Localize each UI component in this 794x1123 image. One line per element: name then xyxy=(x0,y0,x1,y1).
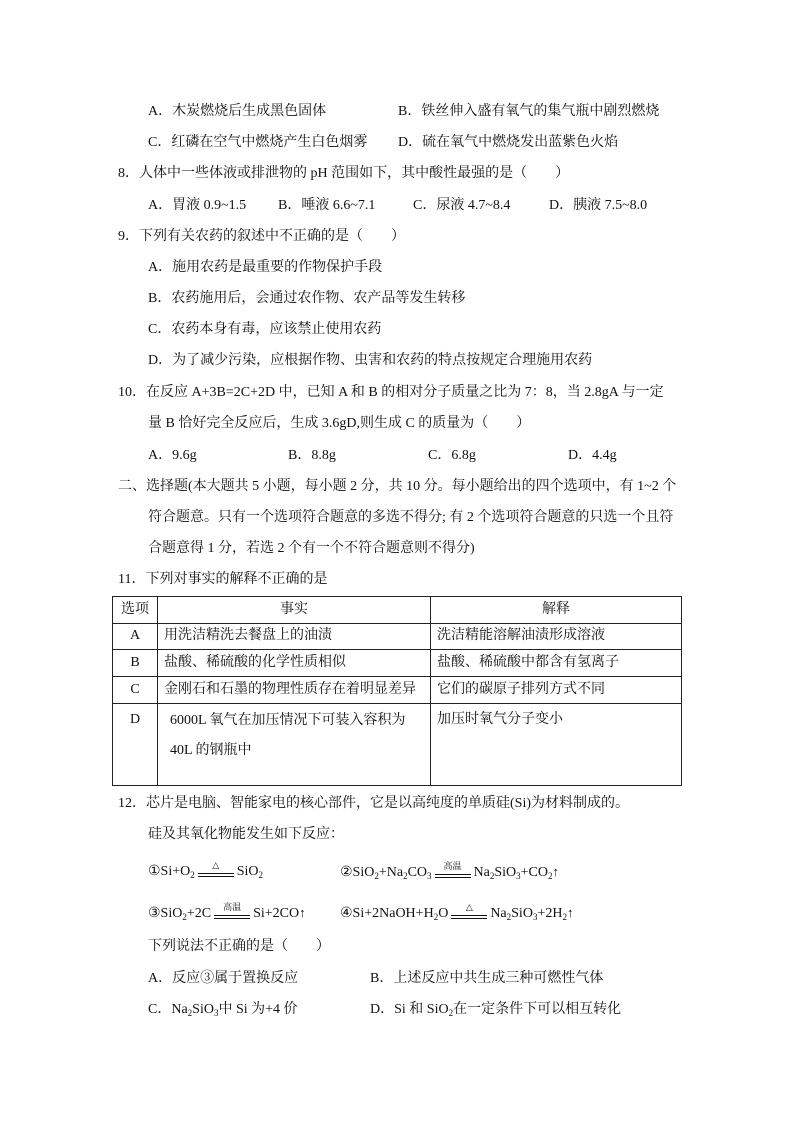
row-explanation: 它们的碳原子排列方式不同 xyxy=(431,676,682,703)
q10-option-d: D．4.4g xyxy=(568,448,617,463)
equation-2: $②SiO_2+Na_2CO_3$ 高温 $Na_2SiO_3+CO_2↑$ xyxy=(340,860,559,881)
row-option: C xyxy=(113,676,158,703)
row-explanation: 盐酸、稀硫酸中都含有氢离子 xyxy=(431,650,682,677)
equation-1: $①Si+O_2$ △ SiO$_2$ xyxy=(148,860,264,881)
q8-option-a: A．胃液 0.9~1.5 xyxy=(148,198,247,213)
row-fact-line1: 6000L 氧气在加压情况下可装入容积为 xyxy=(170,712,406,728)
q12-option-c: C．$Na_2SiO_3$中 Si 为+4 价 xyxy=(148,1002,298,1018)
q8-option-c: C．尿液 4.7~8.4 xyxy=(413,198,511,213)
q10-stem-line2: 量 B 恰好完全反应后，生成 3.6gD,则生成 C 的质量为（ ） xyxy=(148,416,531,431)
row-fact: 用洗洁精洗去餐盘上的油渍 xyxy=(158,623,431,650)
reaction-condition: △ xyxy=(449,904,489,924)
table-row xyxy=(113,676,682,703)
table-row xyxy=(113,650,682,677)
equation-4: $④Si+2NaOH+H_2O$ △ $Na_2SiO_3+2H_2↑$ xyxy=(340,901,574,922)
equation-3: ③SiO$_2$+2C 高温 Si+2CO↑ xyxy=(148,901,306,922)
q11-stem: 11．下列对事实的解释不正确的是 xyxy=(118,572,328,587)
reaction-condition: 高温 xyxy=(212,904,252,924)
q7-option-a: A．木炭燃烧后生成黑色固体 xyxy=(148,104,327,119)
table-row xyxy=(113,703,682,786)
reaction-condition: △ xyxy=(196,862,236,882)
q7-option-b: B．铁丝伸入盛有氧气的集气瓶中剧烈燃烧 xyxy=(398,104,660,119)
q9-option-d: D．为了减少污染，应根据作物、虫害和农药的特点按规定合理施用农药 xyxy=(148,353,593,368)
row-fact: 盐酸、稀硫酸的化学性质相似 xyxy=(158,650,431,677)
row-option: B xyxy=(113,650,158,677)
table-row xyxy=(113,623,682,650)
q7-option-d: D．硫在氧气中燃烧发出蓝紫色火焰 xyxy=(398,135,619,150)
section2-line2: 符合题意。只有一个选项符合题意的多选不得分; 有 2 个选项符合题意的只选一个且符 xyxy=(148,510,674,525)
table-header-row xyxy=(113,597,682,624)
q9-option-a: A．施用农药是最重要的作物保护手段 xyxy=(148,260,383,275)
row-option: A xyxy=(113,623,158,650)
reaction-condition: 高温 xyxy=(433,863,473,883)
section2-line1: 二、选择题(本大题共 5 小题，每小题 2 分，共 10 分。每小题给出的四个选项中，有 1~2 个 xyxy=(118,479,677,494)
q12-question: 下列说法不正确的是（ ） xyxy=(148,939,330,954)
header-explanation: 解释 xyxy=(431,597,682,624)
row-fact-line2: 40L 的钢瓶中 xyxy=(170,742,252,758)
row-explanation: 洗洁精能溶解油渍形成溶液 xyxy=(431,623,682,650)
section2-line3: 合题意得 1 分，若选 2 个有一个不符合题意则不得分) xyxy=(148,541,475,556)
q8-option-b: B．唾液 6.6~7.1 xyxy=(278,198,376,213)
header-fact: 事实 xyxy=(158,597,431,624)
q11-table xyxy=(112,596,682,786)
q9-option-c: C．农药本身有毒，应该禁止使用农药 xyxy=(148,322,382,337)
q12-stem-line1: 12．芯片是电脑、智能家电的核心部件，它是以高纯度的单质硅(Si)为材料制成的。 xyxy=(118,796,629,811)
header-option: 选项 xyxy=(113,597,158,624)
q7-option-c: C．红磷在空气中燃烧产生白色烟雾 xyxy=(148,135,368,150)
q12-stem-line2: 硅及其氧化物能发生如下反应： xyxy=(148,827,344,842)
q12-option-a: A．反应③属于置换反应 xyxy=(148,971,299,986)
q10-option-c: C．6.8g xyxy=(428,448,476,463)
q8-option-d: D．胰液 7.5~8.0 xyxy=(549,198,648,213)
row-explanation: 加压时氧气分子变小 xyxy=(431,703,682,786)
q10-option-b: B．8.8g xyxy=(288,448,336,463)
row-fact xyxy=(158,703,431,786)
q12-option-d: D．Si 和 SiO$_2$在一定条件下可以相互转化 xyxy=(370,1002,622,1018)
row-option: D xyxy=(113,703,158,786)
q9-stem: 9．下列有关农药的叙述中不正确的是（ ） xyxy=(118,229,405,244)
q9-option-b: B．农药施用后，会通过农作物、农产品等发生转移 xyxy=(148,291,466,306)
q12-option-b: B．上述反应中共生成三种可燃性气体 xyxy=(370,971,604,986)
q10-option-a: A．9.6g xyxy=(148,448,197,463)
row-fact: 金刚石和石墨的物理性质存在着明显差异 xyxy=(158,676,431,703)
q8-stem: 8．人体中一些体液或排泄物的 pH 范围如下，其中酸性最强的是（ ） xyxy=(118,166,570,181)
q10-stem-line1: 10．在反应 A+3B=2C+2D 中，已知 A 和 B 的相对分子质量之比为 7：8，当 2.8gA 与一定 xyxy=(118,385,664,400)
